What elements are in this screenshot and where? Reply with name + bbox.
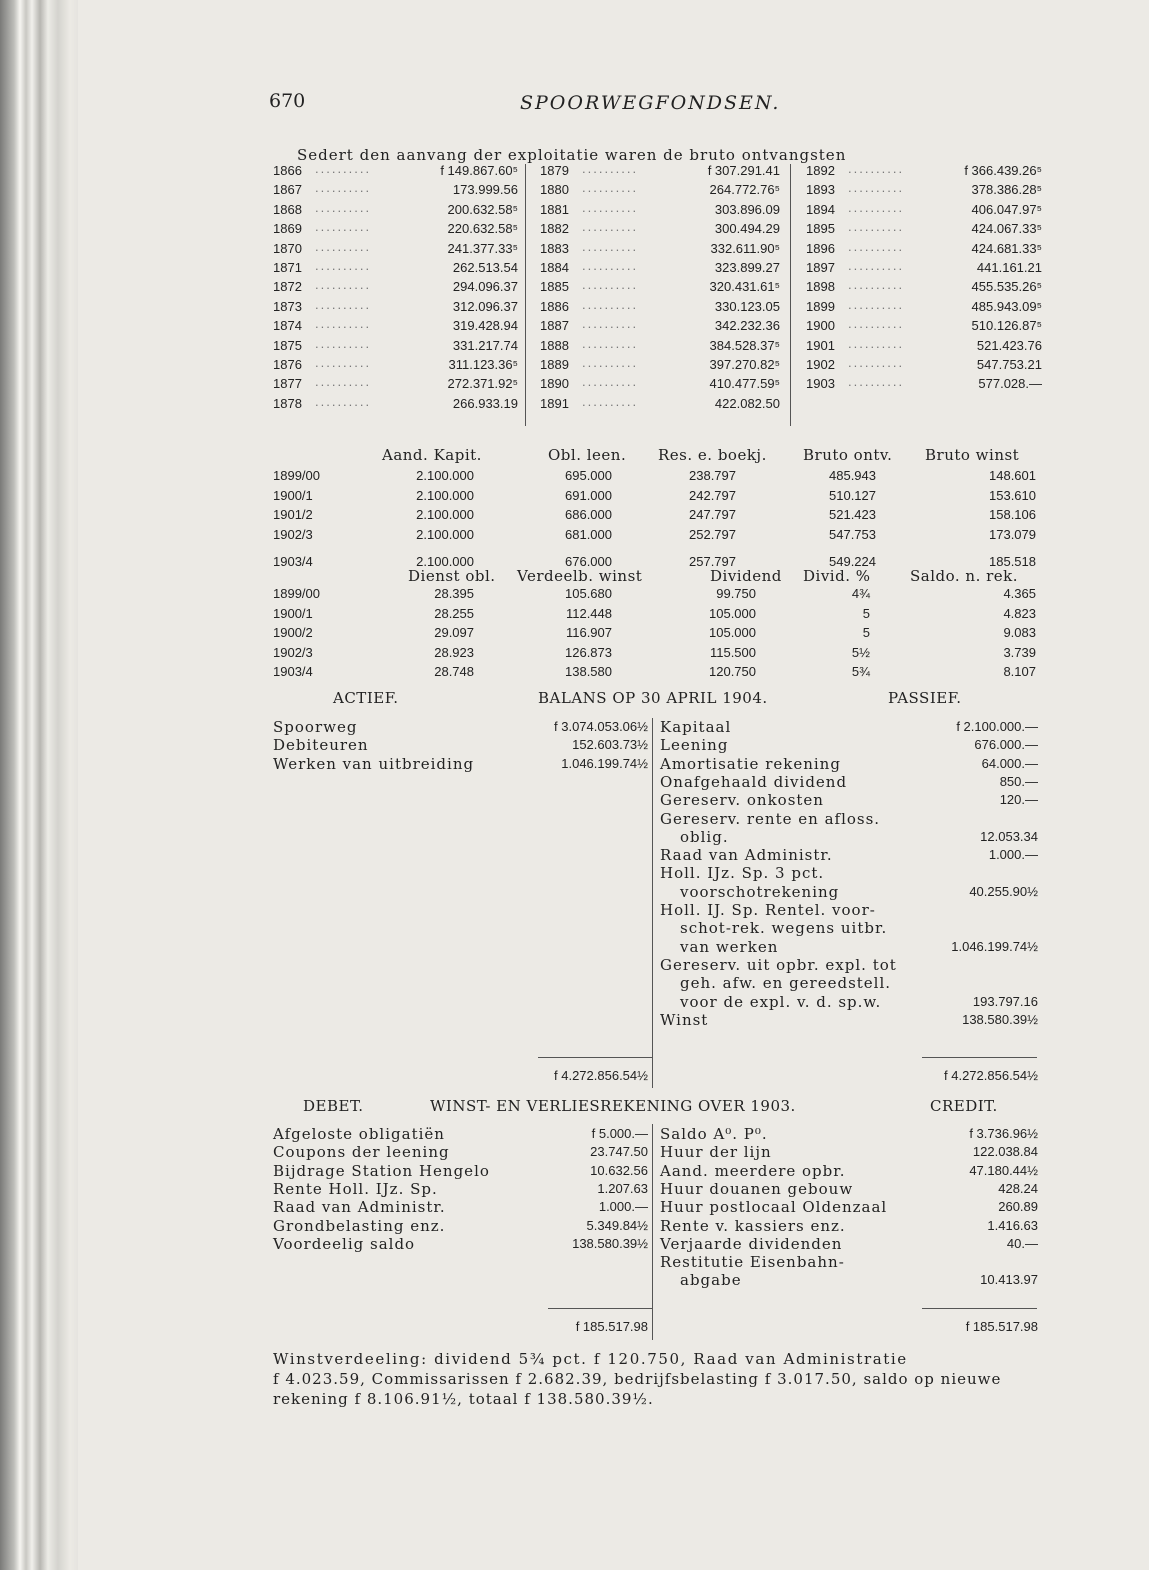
leader-dots: .......... [848,277,905,293]
leader-dots: .......... [315,355,372,370]
table-cell: 153.610 [989,487,1036,503]
liability-value: 138.580.39½ [962,1011,1038,1027]
debit-value: 1.000.— [598,1199,648,1215]
debit-label: Voordeelig saldo [273,1234,416,1253]
balance-center-divider [652,718,653,1088]
receipt-value: 577.028.— [978,376,1042,392]
receipt-value: 312.096.37 [452,298,518,314]
debit-value: 23.747.50 [590,1144,648,1160]
table-cell: 5¾ [851,664,870,679]
credit-value: 260.89 [998,1199,1038,1215]
liability-label: Onafgehaald dividend [660,772,848,791]
receipt-value: 241.377.33⁵ [447,240,518,256]
receipt-year: 1867 [273,182,302,198]
receipt-value: 320.431.61⁵ [709,279,780,295]
table-row-year: 1903/4 [273,664,313,679]
receipt-value: f 149.867.60⁵ [440,163,518,178]
table-cell: 681.000 [565,526,612,542]
receipt-year: 1880 [540,182,569,198]
receipt-value: 262.513.54 [452,260,518,275]
table-row-year: 1900/1 [273,487,313,503]
leader-dots: .......... [315,296,372,312]
receipt-year: 1888 [540,337,569,353]
credit-label: Aand. meerdere opbr. [660,1161,846,1180]
leader-dots: .......... [582,258,639,273]
leader-dots: .......... [848,374,905,390]
balance-left-heading: ACTIEF. [333,689,399,707]
receipt-year: 1878 [273,395,302,411]
footer-line-2: f 4.023.59, Commissarissen f 2.682.39, bedrijfsbelasting f 3.017.50, saldo op nieuwe [273,1370,1002,1388]
table-cell: 257.797 [689,554,736,569]
liability-value: 850.— [999,773,1038,789]
table-header: Saldo. n. rek. [910,567,1019,585]
table-cell: 9.083 [1003,625,1036,640]
table-header: Dividend [710,567,782,585]
liability-label: geh. afw. en gereedstell. [680,974,892,993]
receipt-value: 424.067.33⁵ [971,221,1042,237]
table-cell: 5 [862,625,870,640]
liability-label: Holl. IJ. Sp. Rentel. voor- [660,901,876,919]
table-row-year: 1903/4 [273,554,313,569]
running-title: SPOORWEGFONDSEN. [520,92,781,114]
table-cell: 185.518 [989,554,1036,569]
leader-dots: .......... [582,374,639,390]
receipt-value: f 366.439.26⁵ [964,163,1042,178]
table-cell: 2.100.000 [416,468,474,483]
receipt-value: 332.611.90⁵ [710,240,780,256]
credit-value: 1.416.63 [987,1217,1038,1233]
receipt-value: 311.123.36⁵ [448,357,518,372]
table-cell: 138.580 [565,664,612,679]
table-row-year: 1900/1 [273,605,313,621]
leader-dots: .......... [848,161,905,176]
leader-dots: .......... [315,219,372,235]
asset-value: 1.046.199.74½ [561,755,648,771]
receipt-value: 521.423.76 [976,337,1042,353]
liability-value: 40.255.90½ [969,883,1038,899]
pl-total-rule-left [548,1308,652,1309]
receipt-year: 1900 [806,318,835,334]
table-cell: 242.797 [689,487,736,503]
receipt-value: 410.477.59⁵ [709,376,780,392]
debit-value: 138.580.39½ [572,1235,648,1251]
leader-dots: .......... [582,393,639,409]
receipt-value: 266.933.19 [452,395,518,411]
balance-title: BALANS OP 30 APRIL 1904. [538,689,768,707]
balance-total-rule-right [922,1057,1037,1058]
liability-label: schot-rek. wegens uitbr. [680,919,888,938]
footer-line-1: Winstverdeeling: dividend 5¾ pct. f 120.750, Raad van Administratie [273,1350,908,1368]
leader-dots: .......... [848,258,905,273]
liability-value: 12.053.34 [980,828,1038,844]
receipt-value: 220.632.58⁵ [447,221,518,237]
leader-dots: .......... [582,316,639,332]
leader-dots: .......... [315,238,372,254]
receipt-value: 323.899.27 [714,260,780,275]
pl-total-right: f 185.517.98 [965,1319,1038,1334]
table-row-year: 1901/2 [273,507,313,522]
liability-label: Gereserv. uit opbr. expl. tot [660,955,897,974]
receipt-year: 1866 [273,163,302,178]
table-cell: 105.000 [709,625,756,640]
leader-dots: .......... [582,180,639,196]
credit-value: 47.180.44½ [969,1162,1038,1178]
leader-dots: .......... [315,277,372,293]
debit-label: Raad van Administr. [273,1198,446,1217]
asset-label: Debiteuren [273,736,369,755]
leader-dots: .......... [315,161,372,176]
table-header: Bruto ontv. [803,446,893,464]
liability-label: voorschotrekening [680,882,840,901]
receipt-value: 294.096.37 [452,279,518,295]
liability-label: Gereserv. rente en afloss. [660,809,881,828]
leader-dots: .......... [582,355,639,370]
receipt-year: 1896 [806,240,835,256]
leader-dots: .......... [315,316,372,332]
table-cell: 686.000 [565,507,612,522]
debit-label: Bijdrage Station Hengelo [273,1161,490,1180]
receipt-value: 173.999.56 [452,182,518,198]
receipt-year: 1870 [273,240,302,256]
table-cell: 28.923 [434,644,474,660]
receipt-value: 331.217.74 [452,337,518,353]
receipt-year: 1874 [273,318,302,334]
credit-label: Huur douanen gebouw [660,1179,854,1198]
leader-dots: .......... [582,199,639,215]
page-number: 670 [269,90,306,112]
liability-value: 120.— [999,792,1038,808]
receipt-year: 1873 [273,298,302,314]
receipt-value: 422.082.50 [714,395,780,411]
balance-right-heading: PASSIEF. [888,689,962,707]
receipt-year: 1872 [273,279,302,295]
table-cell: 521.423 [829,507,876,522]
table-cell: 8.107 [1003,664,1036,679]
table-cell: 252.797 [689,526,736,542]
debit-label: Rente Holl. IJz. Sp. [273,1179,438,1198]
credit-label: Restitutie Eisenbahn- [660,1253,845,1272]
receipt-value: 397.270.82⁵ [709,357,780,372]
book-spine-edge [0,0,78,1570]
receipt-year: 1886 [540,298,569,314]
table-cell: 112.448 [565,605,612,621]
liability-label: Amortisatie rekening [660,754,841,773]
table-cell: 4¾ [851,586,870,601]
credit-label: abgabe [680,1271,742,1290]
debit-value: 5.349.84½ [586,1217,648,1233]
leader-dots: .......... [315,199,372,215]
table-cell: 115.500 [709,644,756,660]
receipt-value: 406.047.97⁵ [971,201,1042,217]
debit-value: 10.632.56 [590,1162,648,1178]
table-cell: 126.873 [565,644,612,660]
table-cell: 5½ [851,644,870,660]
asset-label: Werken van uitbreiding [273,754,475,773]
table-cell: 158.106 [989,507,1036,522]
receipt-year: 1897 [806,260,835,275]
pl-total-rule-right [922,1308,1037,1309]
receipt-year: 1877 [273,376,302,392]
table-header: Verdeelb. winst [517,567,643,585]
table-cell: 148.601 [989,468,1036,483]
footer-line-3: rekening f 8.106.91½, totaal f 138.580.39½. [273,1390,654,1408]
receipt-year: 1891 [540,395,569,411]
table-row-year: 1902/3 [273,526,313,542]
leader-dots: .......... [848,335,905,351]
receipt-year: 1898 [806,279,835,295]
receipt-year: 1883 [540,240,569,256]
debit-value: 1.207.63 [597,1180,648,1196]
receipt-year: 1882 [540,221,569,237]
receipts-divider-2 [790,164,791,426]
receipt-value: 378.386.28⁵ [971,182,1042,198]
receipt-value: 303.896.09 [714,201,780,217]
table-row-year: 1899/00 [273,586,320,601]
liability-label: voor de expl. v. d. sp.w. [680,992,882,1011]
receipts-divider-1 [525,164,526,426]
liability-value: f 2.100.000.— [956,719,1038,734]
receipt-year: 1869 [273,221,302,237]
receipt-year: 1903 [806,376,835,392]
receipt-year: 1895 [806,221,835,237]
leader-dots: .......... [848,355,905,370]
table-cell: 29.097 [434,625,474,640]
table-cell: 4.823 [1003,605,1036,621]
liability-value: 676.000.— [974,737,1038,753]
leader-dots: .......... [315,374,372,390]
liability-label: Leening [660,736,729,755]
receipt-year: 1876 [273,357,302,372]
credit-label: Huur postlocaal Oldenzaal [660,1198,888,1217]
receipt-year: 1892 [806,163,835,178]
leader-dots: .......... [582,238,639,254]
credit-value: 122.038.84 [972,1144,1038,1160]
table-cell: 2.100.000 [416,487,474,503]
liability-label: oblig. [680,827,729,846]
receipt-year: 1881 [540,201,569,217]
receipt-value: 485.943.09⁵ [971,298,1042,314]
debit-label: Grondbelasting enz. [273,1216,446,1235]
receipt-year: 1902 [806,357,835,372]
table-row-year: 1899/00 [273,468,320,483]
liability-label: Holl. IJz. Sp. 3 pct. [660,864,825,883]
leader-dots: .......... [582,296,639,312]
receipt-value: 424.681.33⁵ [971,240,1042,256]
credit-label: Verjaarde dividenden [660,1234,843,1253]
leader-dots: .......... [315,335,372,351]
credit-value: f 3.736.96½ [969,1126,1038,1141]
liability-value: 64.000.— [981,755,1038,771]
credit-value: 428.24 [998,1180,1038,1196]
table-header: Obl. leen. [548,446,627,464]
table-row-year: 1900/2 [273,625,313,640]
receipt-year: 1884 [540,260,569,275]
credit-value: 10.413.97 [980,1272,1038,1288]
receipt-year: 1879 [540,163,569,178]
receipt-value: 319.428.94 [452,318,518,334]
receipt-value: 200.632.58⁵ [447,201,518,217]
balance-total-left: f 4.272.856.54½ [554,1068,648,1083]
leader-dots: .......... [315,180,372,196]
table-cell: 510.127 [829,487,876,503]
receipt-year: 1868 [273,201,302,217]
receipts-title: Sedert den aanvang der exploitatie waren de bruto ontvangsten [297,146,847,164]
table-cell: 549.224 [829,554,876,569]
leader-dots: .......... [848,316,905,332]
receipt-year: 1889 [540,357,569,372]
table-cell: 2.100.000 [416,507,474,522]
receipt-year: 1875 [273,337,302,353]
balance-total-rule-left [538,1057,652,1058]
leader-dots: .......... [848,180,905,196]
table-header: Dienst obl. [408,567,496,585]
receipt-year: 1893 [806,182,835,198]
table-cell: 120.750 [709,664,756,679]
table-cell: 547.753 [829,526,876,542]
table-cell: 3.739 [1003,644,1036,660]
receipt-year: 1894 [806,201,835,217]
debit-value: f 5.000.— [591,1126,648,1141]
leader-dots: .......... [582,335,639,351]
receipt-value: 510.126.87⁵ [971,318,1042,334]
asset-value: f 3.074.053.06½ [554,719,648,734]
receipt-value: 300.494.29 [714,221,780,237]
leader-dots: .......... [848,219,905,235]
table-cell: 2.100.000 [416,526,474,542]
table-cell: 116.907 [565,625,612,640]
pl-title: WINST- EN VERLIESREKENING OVER 1903. [430,1097,796,1115]
liability-label: Kapitaal [660,718,732,736]
table-cell: 105.680 [565,586,612,601]
table-header: Divid. % [803,567,871,585]
table-cell: 4.365 [1003,586,1036,601]
table-cell: 28.395 [434,586,474,601]
table-header: Bruto winst [925,446,1020,464]
table-cell: 99.750 [716,586,756,601]
table-cell: 105.000 [709,605,756,621]
liability-value: 1.046.199.74½ [951,938,1038,954]
receipt-value: 330.123.05 [714,298,780,314]
leader-dots: .......... [848,296,905,312]
leader-dots: .......... [848,199,905,215]
receipt-value: f 307.291.41 [707,163,780,178]
table-cell: 247.797 [689,507,736,522]
receipt-year: 1885 [540,279,569,295]
pl-left-heading: DEBET. [303,1097,364,1115]
liability-label: Raad van Administr. [660,846,833,865]
receipt-value: 455.535.26⁵ [971,279,1042,295]
leader-dots: .......... [848,238,905,254]
receipt-value: 441.161.21 [976,260,1042,275]
credit-label: Huur der lijn [660,1143,772,1162]
pl-center-divider [652,1124,653,1340]
receipt-value: 384.528.37⁵ [709,337,780,353]
credit-label: Saldo A⁰. P⁰. [660,1125,768,1143]
receipt-value: 342.232.36 [714,318,780,334]
leader-dots: .......... [582,161,639,176]
table-header: Aand. Kapit. [382,446,482,464]
table-row-year: 1902/3 [273,644,313,660]
pl-right-heading: CREDIT. [930,1097,998,1115]
debit-label: Afgeloste obligatiën [273,1125,445,1143]
table-cell: 28.255 [434,605,474,621]
table-cell: 5 [862,605,870,621]
liability-label: Winst [660,1010,709,1029]
receipt-value: 264.772.76⁵ [709,182,780,198]
leader-dots: .......... [582,277,639,293]
receipt-value: 272.371.92⁵ [447,376,518,392]
table-cell: 28.748 [434,664,474,679]
balance-total-right: f 4.272.856.54½ [944,1068,1038,1083]
liability-value: 193.797.16 [972,993,1038,1009]
table-cell: 485.943 [829,468,876,483]
liability-value: 1.000.— [988,847,1038,863]
receipt-year: 1887 [540,318,569,334]
receipt-year: 1871 [273,260,302,275]
credit-value: 40.— [1006,1235,1038,1251]
table-cell: 676.000 [565,554,612,569]
table-cell: 2.100.000 [416,554,474,569]
table-header: Res. e. boekj. [658,446,767,464]
leader-dots: .......... [315,258,372,273]
receipt-value: 547.753.21 [976,357,1042,372]
table-cell: 173.079 [989,526,1036,542]
leader-dots: .......... [315,393,372,409]
liability-label: Gereserv. onkosten [660,791,824,810]
pl-total-left: f 185.517.98 [575,1319,648,1334]
table-cell: 695.000 [565,468,612,483]
credit-label: Rente v. kassiers enz. [660,1216,846,1235]
table-cell: 238.797 [689,468,736,483]
receipt-year: 1901 [806,337,835,353]
asset-label: Spoorweg [273,718,358,736]
receipt-year: 1890 [540,376,569,392]
receipt-year: 1899 [806,298,835,314]
table-cell: 691.000 [565,487,612,503]
asset-value: 152.603.73½ [572,737,648,753]
leader-dots: .......... [582,219,639,235]
debit-label: Coupons der leening [273,1143,450,1162]
liability-label: van werken [680,937,779,956]
